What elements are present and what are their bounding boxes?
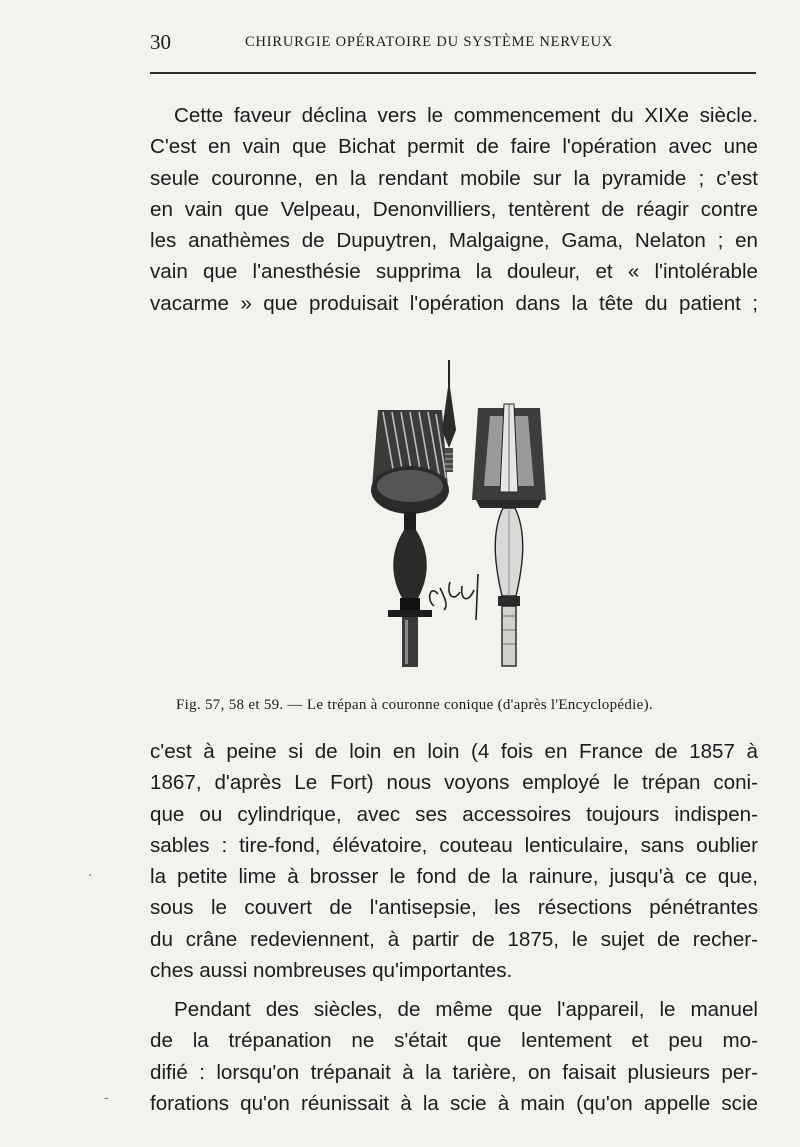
text-line: en vain que Velpeau, Denonvilliers, tentèrent de réagir contre <box>150 197 758 221</box>
text-line: Cette faveur déclina vers le commencement du XIXe siècle. <box>174 104 758 127</box>
text-line: du crâne redeviennent, à partir de 1875, le sujet de recher- <box>150 927 758 951</box>
page-header <box>150 30 756 56</box>
text-line: sous le couvert de l'antisepsie, les résections pénétrantes <box>150 896 758 920</box>
text-line: seule couronne, en la rendant mobile sur la pyramide ; c'est <box>150 166 758 190</box>
trepan-engraving <box>350 360 570 680</box>
paragraph-1 <box>150 100 758 319</box>
text-line: difié : lorsqu'on trépanait à la tarière, on faisait plusieurs per- <box>150 1060 758 1084</box>
text-line: de la trépanation ne s'était que lentement et peu mo- <box>150 1029 758 1053</box>
text-line: c'est à peine si de loin en loin (4 fois en France de 1857 à <box>150 740 758 763</box>
text-line: la petite lime à brosser le fond de la rainure, jusqu'à ce que, <box>150 865 758 889</box>
text-line: 1867, d'après Le Fort) nous voyons employé le trépan coni- <box>150 771 758 795</box>
paragraph-3 <box>150 994 758 1119</box>
text-line: Pendant des siècles, de même que l'appareil, le manuel <box>174 998 758 1021</box>
text-line: vacarme » que produisait l'opération dans la tête du patient ; <box>150 291 758 315</box>
text-line: sables : tire-fond, élévatoire, couteau lenticulaire, sans oublier <box>150 833 758 857</box>
figure-trepan-illustration <box>350 360 570 680</box>
margin-mark: · <box>88 868 93 884</box>
paragraph-2 <box>150 736 758 986</box>
figure-caption: Fig. 57, 58 et 59. — Le trépan à couronne conique (d'après l'Encyclopédie). <box>176 697 653 713</box>
page-number: 30 <box>150 30 171 54</box>
conical-crown-trepan <box>371 410 449 667</box>
text-line: les anathèmes de Dupuytren, Malgaigne, Gama, Nelaton ; en <box>150 229 758 253</box>
sectioned-trepan <box>472 404 546 666</box>
text-line: C'est en vain que Bichat permit de faire l'opération avec une <box>150 135 758 159</box>
text-line: ches aussi nombreuses qu'importantes. <box>150 959 513 983</box>
running-title: CHIRURGIE OPÉRATOIRE DU SYSTÈME NERVEUX <box>245 34 614 50</box>
text-line: vain que l'anesthésie supprima la douleur, et « l'intolérable <box>150 260 758 284</box>
header-rule <box>150 72 756 74</box>
margin-mark: - <box>104 1090 109 1106</box>
text-line: que ou cylindrique, avec ses accessoires toujours indispen- <box>150 802 758 826</box>
engraver-signature <box>430 574 478 620</box>
text-line: forations qu'on réunissait à la scie à main (qu'on appelle scie <box>150 1091 758 1115</box>
